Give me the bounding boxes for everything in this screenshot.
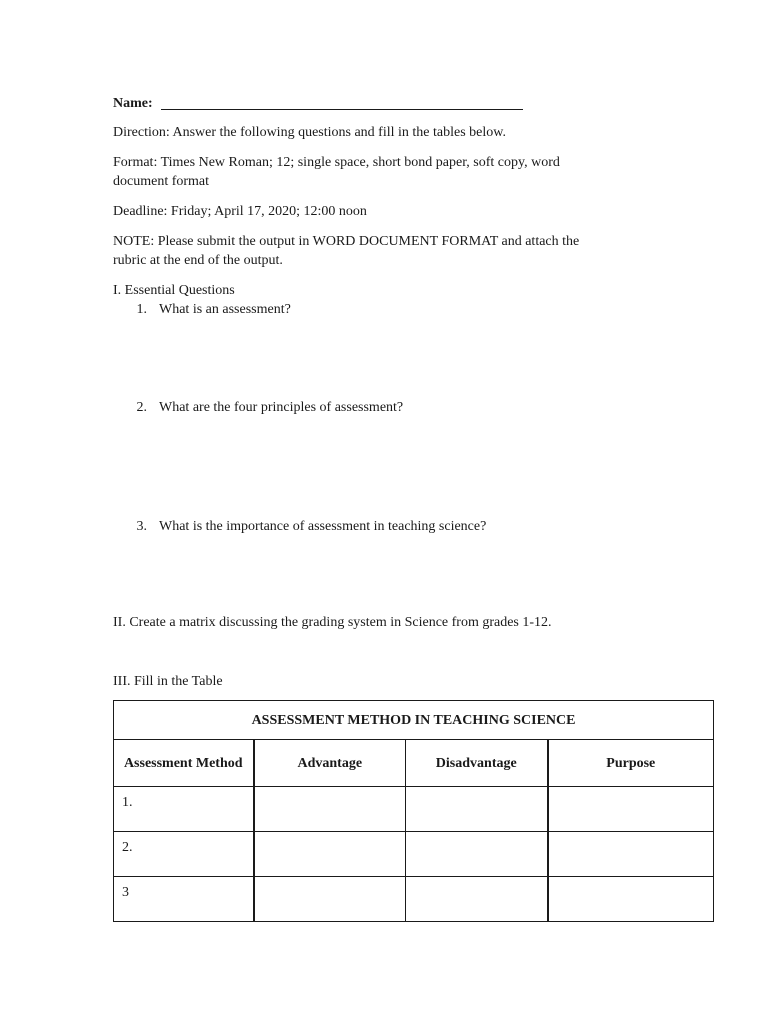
section2-text: II. Create a matrix discussing the grading system in Science from grades 1-12. [113, 615, 552, 630]
section1-heading: I. Essential Questions [113, 283, 235, 298]
table-title: ASSESSMENT METHOD IN TEACHING SCIENCE [114, 701, 714, 740]
disadvantage-cell[interactable] [406, 877, 548, 922]
row-label: 1. [114, 787, 254, 832]
question-number: 1. [136, 302, 147, 317]
advantage-cell[interactable] [254, 787, 406, 832]
note-text-line1: NOTE: Please submit the output in WORD DOCUMENT FORMAT and attach the [113, 234, 580, 249]
purpose-cell[interactable] [548, 787, 714, 832]
disadvantage-cell[interactable] [406, 787, 548, 832]
question-text: What are the four principles of assessment? [159, 400, 404, 415]
advantage-cell[interactable] [254, 832, 406, 877]
column-header-assessment-method: Assessment Method [114, 740, 254, 787]
purpose-cell[interactable] [548, 832, 714, 877]
table-row [114, 877, 714, 922]
direction-text: Direction: Answer the following questions and fill in the tables below. [113, 125, 506, 140]
question-number: 2. [136, 400, 147, 415]
format-text-line1: Format: Times New Roman; 12; single space, short bond paper, soft copy, word [113, 155, 560, 170]
purpose-cell[interactable] [548, 877, 714, 922]
advantage-cell[interactable] [254, 877, 406, 922]
column-header-purpose: Purpose [548, 740, 714, 787]
note-text-line2: rubric at the end of the output. [113, 253, 283, 268]
format-text-line2: document format [113, 174, 210, 189]
section3-heading: III. Fill in the Table [113, 674, 223, 689]
question-text: What is an assessment? [159, 302, 291, 317]
column-header-advantage: Advantage [254, 740, 406, 787]
name-label: Name: [113, 96, 153, 111]
row-label: 2. [114, 832, 254, 877]
table-row [114, 832, 714, 877]
deadline-text: Deadline: Friday; April 17, 2020; 12:00 noon [113, 204, 367, 219]
question-text: What is the importance of assessment in teaching science? [159, 519, 487, 534]
row-label: 3 [114, 877, 254, 922]
question-number: 3. [136, 519, 147, 534]
assessment-method-table [113, 700, 714, 922]
name-answer-line[interactable] [161, 109, 523, 110]
disadvantage-cell[interactable] [406, 832, 548, 877]
table-row [114, 787, 714, 832]
column-header-disadvantage: Disadvantage [406, 740, 548, 787]
